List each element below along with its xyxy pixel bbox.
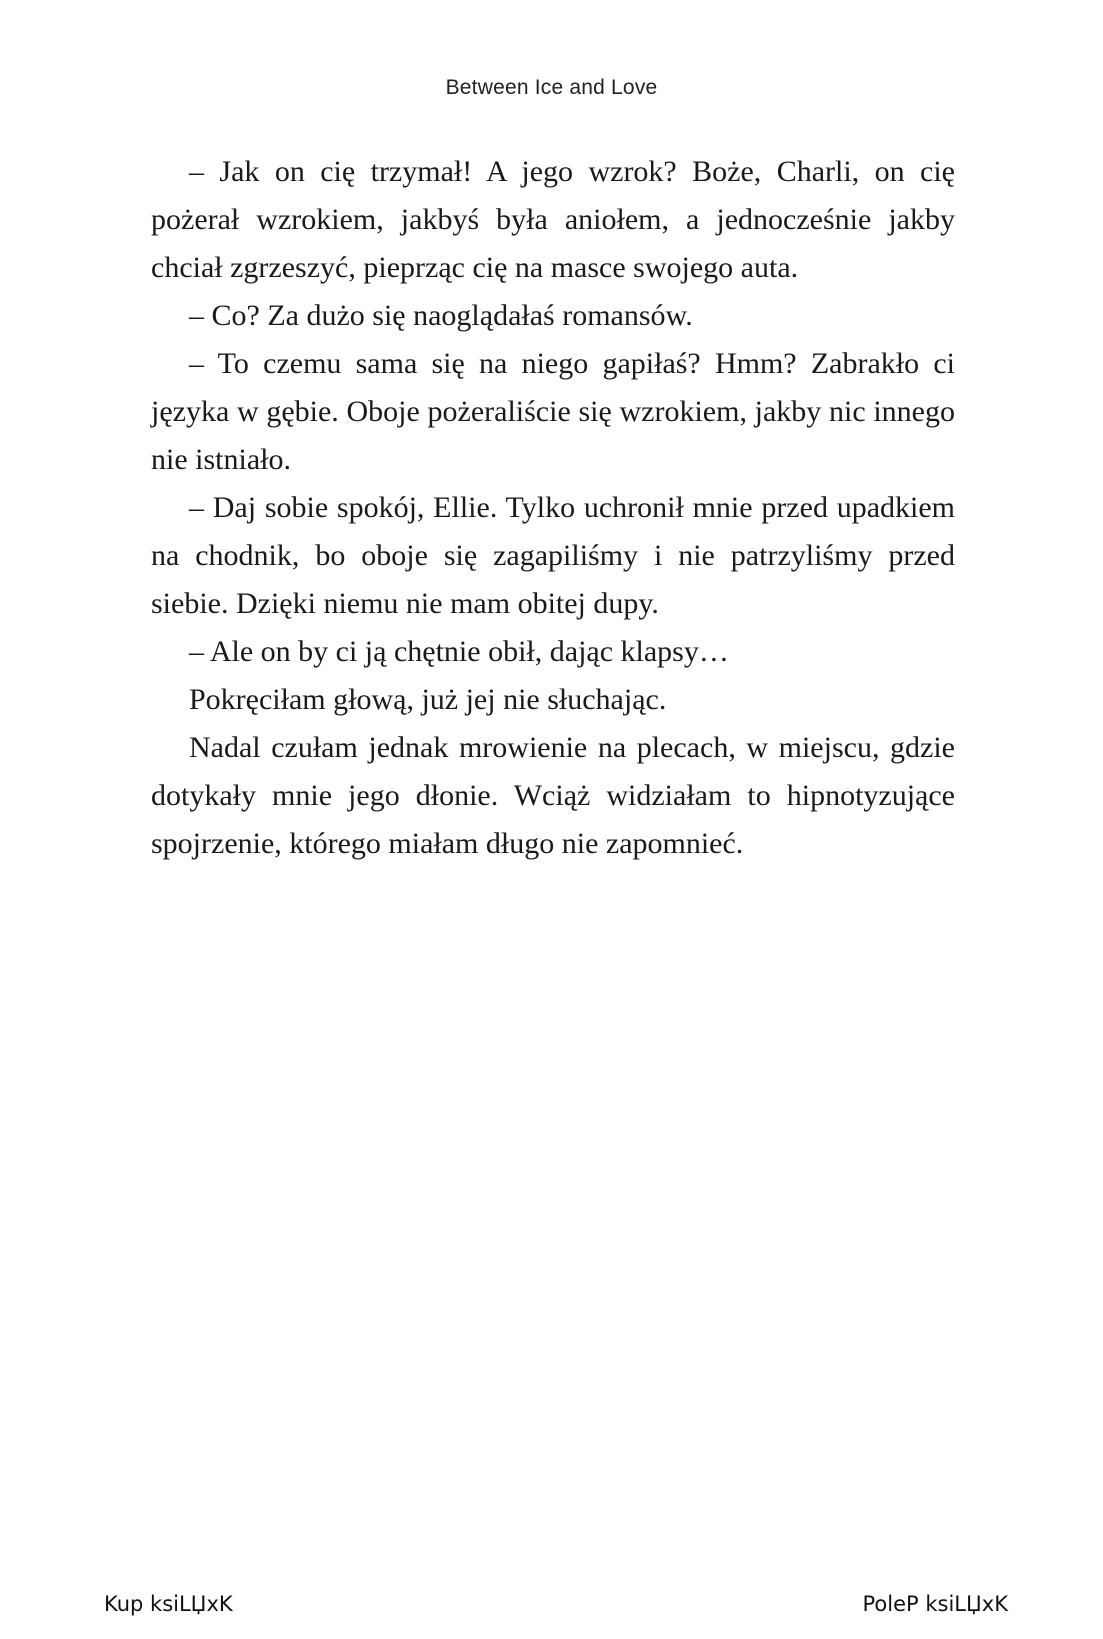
paragraph-2: – Co? Za dużo się naoglądałaś romansów.	[189, 299, 693, 332]
book-body-text	[151, 148, 955, 868]
recommend-book-link[interactable]: PoleP ksiLЏxK	[862, 1592, 1008, 1616]
paragraph-7: Nadal czułam jednak mrowienie na plecach, w miejscu, gdzie dotykały mnie jego dłonie. Wciąż widziałam to hipnotyzujące spojrzenie, którego miałam długo nie zapomnieć.	[151, 731, 955, 860]
paragraph-6: Pokręciłam głową, już jej nie słuchając.	[189, 683, 667, 716]
paragraph-4: – Daj sobie spokój, Ellie. Tylko uchronił mnie przed upadkiem na chodnik, bo oboje się zagapiliśmy i nie patrzyliśmy przed siebie. Dzięki niemu nie mam obitej dupy.	[151, 491, 955, 620]
paragraph-3: – To czemu sama się na niego gapiłaś? Hmm? Zabrakło ci języka w gębie. Oboje pożeraliście się wzrokiem, jakby nic innego nie istniało.	[151, 347, 955, 476]
buy-book-link[interactable]: Kup ksiLЏxK	[104, 1592, 233, 1616]
paragraph-1: – Jak on cię trzymał! A jego wzrok? Boże, Charli, on cię pożerał wzrokiem, jakbyś była aniołem, a jednocześnie jakby chciał zgrzeszyć, pieprząc cię na masce swojego auta.	[151, 155, 955, 284]
paragraph-5: – Ale on by ci ją chętnie obił, dając klapsy…	[189, 635, 729, 668]
running-header-title: Between Ice and Love	[445, 76, 658, 99]
